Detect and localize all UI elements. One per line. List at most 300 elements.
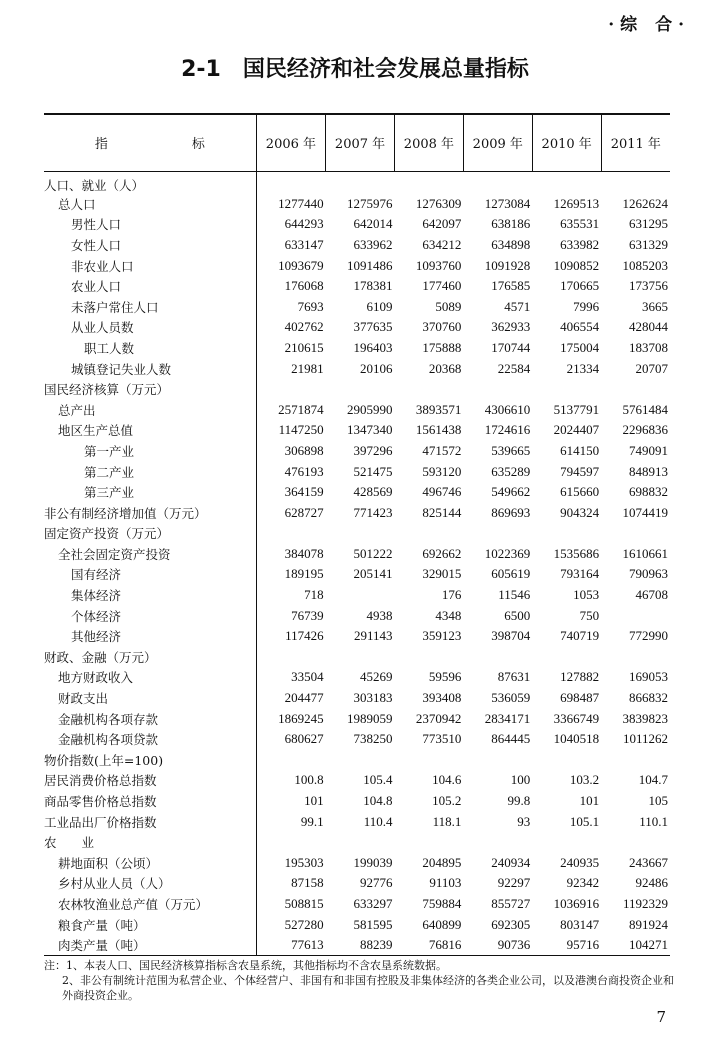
table-row [44,523,670,544]
cell-value [394,647,463,668]
row-label: 国有经济 [44,564,256,585]
cell-value: 5137791 [553,401,600,417]
cell-value: 476193 [284,463,324,479]
cell-value: 76816 [428,936,462,952]
cell-value: 21334 [566,360,600,376]
row-label: 总产出 [44,399,256,420]
table-row [44,605,670,626]
cell-value: 175004 [560,339,600,355]
table-row [44,235,670,256]
cell-value: 692305 [491,916,531,932]
row-label: 全社会固定资产投资 [44,544,256,565]
table-row [44,544,670,565]
cell-value: 631295 [629,216,668,232]
row-label: 财政支出 [44,688,256,709]
cell-value [532,750,601,771]
cell-value: 87631 [497,669,531,685]
row-label: 农 业 [44,832,256,853]
cell-value: 642097 [422,216,462,232]
table-row [44,853,670,874]
cell-value: 631329 [629,236,668,252]
cell-value: 2571874 [278,401,324,417]
cell-value [256,832,325,853]
cell-value: 635289 [491,463,531,479]
cell-value: 118.1 [432,813,462,829]
header-year: 2008 年 [394,114,463,171]
row-label: 地方财政收入 [44,667,256,688]
cell-value: 692662 [422,545,462,561]
cell-value: 794597 [560,463,600,479]
cell-value: 738250 [353,731,393,747]
cell-value: 359123 [422,628,462,644]
cell-value [532,379,601,400]
cell-value: 1011262 [622,731,668,747]
cell-value: 402762 [284,319,324,335]
cell-value [463,523,532,544]
table-row [44,502,670,523]
cell-value: 364159 [284,484,324,500]
cell-value [256,171,325,194]
cell-value [256,750,325,771]
row-label: 财政、金融（万元） [44,647,256,668]
cell-value: 803147 [560,916,600,932]
row-label: 男性人口 [44,214,256,235]
cell-value: 615660 [560,484,600,500]
header-year: 2009 年 [463,114,532,171]
cell-value: 2024407 [553,422,600,438]
table-row [44,894,670,915]
cell-value [463,750,532,771]
cell-value: 20106 [359,360,393,376]
cell-value: 169053 [629,669,668,685]
cell-value: 303183 [353,690,393,706]
cell-value [532,171,601,194]
cell-value: 104.6 [432,772,462,788]
cell-value: 1273084 [484,195,531,211]
cell-value: 581595 [353,916,393,932]
cell-value: 370760 [422,319,462,335]
cell-value: 759884 [422,895,462,911]
cell-value: 291143 [353,628,393,644]
cell-value: 377635 [353,319,393,335]
row-label: 非公有制经济增加值（万元） [44,502,256,523]
cell-value: 170744 [491,339,531,355]
row-label: 粮食产量（吨） [44,914,256,935]
table-row [44,379,670,400]
cell-value: 633297 [353,895,393,911]
table-row [44,482,670,503]
cell-value: 110.4 [363,813,393,829]
cell-value [326,379,395,400]
row-label: 国民经济核算（万元） [44,379,256,400]
cell-value: 633982 [560,236,600,252]
cell-value: 501222 [353,545,393,561]
cell-value: 3366749 [553,710,600,726]
cell-value: 1091486 [346,257,393,273]
cell-value: 771423 [353,504,393,520]
section-tag: ·综 合· [608,15,690,35]
row-label: 耕地面积（公顷） [44,853,256,874]
cell-value: 3665 [642,298,668,314]
table-row [44,171,670,194]
footnotes [44,958,684,1003]
table-row [44,750,670,771]
cell-value: 110.1 [639,813,668,829]
table-row [44,729,670,750]
cell-value: 91103 [429,875,462,891]
cell-value: 640899 [422,916,462,932]
cell-value: 4938 [366,607,393,623]
cell-value: 329015 [422,566,462,582]
cell-value: 100 [510,772,531,788]
cell-value: 173756 [629,278,668,294]
cell-value: 1275976 [346,195,393,211]
table-row [44,420,670,441]
table-row [44,791,670,812]
table-row [44,914,670,935]
cell-value: 1192329 [622,895,668,911]
cell-value [601,605,670,626]
cell-value: 1147250 [278,422,324,438]
cell-value: 718 [304,587,324,603]
cell-value: 6500 [504,607,531,623]
cell-value: 740719 [560,628,600,644]
cell-value: 306898 [284,442,324,458]
cell-value: 104.7 [638,772,668,788]
header-indicator: 指 标 [94,137,205,153]
row-label: 商品零售价格总指数 [44,791,256,812]
cell-value: 635531 [560,216,600,232]
cell-value: 243667 [629,854,668,870]
cell-value: 204895 [422,854,462,870]
cell-value: 4348 [435,607,462,623]
cell-value: 105.1 [569,813,600,829]
cell-value: 471572 [422,442,462,458]
cell-value: 750 [579,607,600,623]
cell-value: 1262624 [622,195,668,211]
cell-value: 1610661 [622,545,668,561]
row-label: 居民消费价格总指数 [44,770,256,791]
cell-value: 698487 [560,690,600,706]
cell-value [256,647,325,668]
cell-value: 393408 [422,690,462,706]
table-row [44,214,670,235]
table-row [44,585,670,606]
cell-value: 88239 [359,936,393,952]
cell-value: 1093679 [278,257,324,273]
cell-value: 1869245 [278,710,324,726]
table-row [44,564,670,585]
cell-value: 99.1 [300,813,324,829]
cell-value: 628727 [284,504,324,520]
cell-value: 77613 [291,936,324,952]
cell-value: 176 [441,587,462,603]
cell-value: 1093760 [415,257,462,273]
cell-value [601,647,670,668]
cell-value: 793164 [560,566,600,582]
table-row [44,296,670,317]
table-row [44,317,670,338]
cell-value: 633147 [284,236,324,252]
cell-value: 176585 [491,278,531,294]
row-label: 第三产业 [44,482,256,503]
cell-value: 634212 [422,236,462,252]
cell-value: 1091928 [484,257,531,273]
cell-value [601,750,670,771]
cell-value: 698832 [629,484,668,500]
cell-value: 95716 [566,936,600,952]
cell-value: 204477 [284,690,324,706]
table-row [44,338,670,359]
cell-value: 33504 [291,669,324,685]
cell-value: 1090852 [553,257,600,273]
header-year: 2011 年 [601,114,670,171]
cell-value [326,750,395,771]
cell-value [601,379,670,400]
cell-value: 176068 [284,278,324,294]
cell-value [256,379,325,400]
table-row [44,667,670,688]
table-row [44,626,670,647]
cell-value: 855727 [491,895,531,911]
cell-value: 1074419 [622,504,668,520]
row-label: 农业人口 [44,276,256,297]
page-title [0,52,710,83]
cell-value: 549662 [491,484,531,500]
cell-value: 92776 [359,875,393,891]
row-label: 城镇登记失业人数 [44,358,256,379]
table-row [44,647,670,668]
cell-value: 99.8 [507,793,531,809]
cell-value: 178381 [353,278,393,294]
cell-value: 1724616 [484,422,531,438]
row-label: 农林牧渔业总产值（万元） [44,894,256,915]
row-label: 从业人员数 [44,317,256,338]
cell-value: 90736 [497,936,531,952]
cell-value [532,832,601,853]
table-header-row [44,114,670,171]
cell-value: 864445 [491,731,531,747]
cell-value [326,647,395,668]
cell-value: 103.2 [569,772,600,788]
row-label: 固定资产投资（万元） [44,523,256,544]
cell-value: 384078 [284,545,324,561]
cell-value: 105.4 [363,772,393,788]
cell-value: 5761484 [622,401,668,417]
cell-value [601,523,670,544]
row-label: 第一产业 [44,441,256,462]
cell-value: 3893571 [415,401,462,417]
cell-value: 127882 [560,669,600,685]
cell-value: 189195 [284,566,324,582]
cell-value: 428569 [353,484,393,500]
cell-value [326,585,395,606]
cell-value: 240935 [560,854,600,870]
table-row [44,708,670,729]
table-row [44,832,670,853]
cell-value [463,832,532,853]
cell-value [463,171,532,194]
cell-value: 539665 [491,442,531,458]
cell-value: 20707 [635,360,668,376]
cell-value: 117426 [285,628,324,644]
cell-value: 195303 [284,854,324,870]
cell-value: 1053 [573,587,600,603]
cell-value: 5089 [435,298,462,314]
table-row [44,935,670,956]
cell-value: 2905990 [346,401,393,417]
cell-value: 105.2 [432,793,462,809]
cell-value: 1276309 [415,195,462,211]
cell-value [601,171,670,194]
cell-value: 46708 [635,587,668,603]
page-number: 7 [656,1008,666,1026]
cell-value [394,832,463,853]
cell-value: 2834171 [484,710,531,726]
cell-value: 642014 [353,216,393,232]
cell-value: 205141 [353,566,393,582]
row-label: 地区生产总值 [44,420,256,441]
cell-value: 605619 [491,566,531,582]
cell-value: 749091 [629,442,668,458]
row-label: 乡村从业人员（人） [44,873,256,894]
table-row [44,688,670,709]
cell-value [394,750,463,771]
cell-value: 904324 [560,504,600,520]
cell-value: 680627 [284,731,324,747]
table-row [44,358,670,379]
cell-value: 210615 [284,339,324,355]
cell-value: 1535686 [553,545,600,561]
cell-value [463,647,532,668]
cell-value: 4571 [504,298,531,314]
table-row [44,194,670,215]
cell-value: 2296836 [622,422,668,438]
cell-value: 634898 [491,236,531,252]
row-label: 个体经济 [44,605,256,626]
cell-value: 614150 [560,442,600,458]
cell-value: 593120 [422,463,462,479]
cell-value: 428044 [629,319,668,335]
cell-value: 1040518 [553,731,600,747]
cell-value: 527280 [284,916,324,932]
cell-value: 825144 [422,504,462,520]
cell-value: 362933 [491,319,531,335]
cell-value: 790963 [629,566,668,582]
cell-value: 891924 [629,916,668,932]
cell-value [532,523,601,544]
cell-value: 101 [579,793,600,809]
cell-value [326,832,395,853]
footnote: 注：1、本表人口、国民经济核算指标含农垦系统，其他指标均不含农垦系统数据。 [44,959,447,972]
cell-value: 2370942 [415,710,462,726]
cell-value: 104.8 [363,793,393,809]
cell-value [394,523,463,544]
cell-value: 240934 [491,854,531,870]
cell-value: 21981 [291,360,324,376]
cell-value: 87158 [291,875,324,891]
cell-value: 22584 [497,360,531,376]
cell-value: 59596 [428,669,462,685]
cell-value: 199039 [353,854,393,870]
cell-value: 496746 [422,484,462,500]
cell-value: 76739 [291,607,324,623]
table-row [44,770,670,791]
table-row [44,811,670,832]
row-label: 金融机构各项贷款 [44,729,256,750]
row-label: 物价指数(上年=100) [44,750,256,771]
cell-value: 92486 [635,875,668,891]
row-label: 人口、就业（人） [44,171,256,194]
cell-value: 7996 [573,298,600,314]
header-year: 2010 年 [532,114,601,171]
cell-value: 92342 [566,875,600,891]
cell-value: 11546 [498,587,531,603]
table-row [44,255,670,276]
cell-value: 1347340 [346,422,393,438]
cell-value [394,379,463,400]
cell-value: 45269 [359,669,393,685]
cell-value: 100.8 [294,772,324,788]
cell-value: 644293 [284,216,324,232]
cell-value: 101 [304,793,324,809]
cell-value [256,523,325,544]
cell-value: 772990 [629,628,668,644]
indicator-table [44,113,670,956]
cell-value: 4306610 [484,401,531,417]
row-label: 肉类产量（吨） [44,935,256,956]
cell-value: 1036916 [553,895,600,911]
row-label: 职工人数 [44,338,256,359]
cell-value: 175888 [422,339,462,355]
cell-value: 1269513 [553,195,600,211]
cell-value: 536059 [491,690,531,706]
table-row [44,276,670,297]
cell-value: 1085203 [622,257,668,273]
table-row [44,399,670,420]
cell-value: 1277440 [278,195,324,211]
cell-value: 638186 [491,216,531,232]
table-row [44,873,670,894]
cell-value: 1561438 [415,422,462,438]
row-label: 金融机构各项存款 [44,708,256,729]
header-year: 2006 年 [256,114,325,171]
cell-value [601,832,670,853]
cell-value: 397296 [353,442,393,458]
cell-value: 183708 [629,339,668,355]
table-row [44,461,670,482]
cell-value: 866832 [629,690,668,706]
cell-value: 521475 [353,463,393,479]
cell-value: 406554 [560,319,600,335]
table-title: 国民经济和社会发展总量指标 [242,57,529,82]
table-number: 2-1 [181,57,221,82]
cell-value: 508815 [284,895,324,911]
row-label: 工业品出厂价格指数 [44,811,256,832]
row-label: 集体经济 [44,585,256,606]
cell-value: 20368 [428,360,462,376]
cell-value: 869693 [491,504,531,520]
cell-value: 105 [648,793,668,809]
row-label: 第二产业 [44,461,256,482]
table-row [44,441,670,462]
cell-value: 93 [517,813,531,829]
cell-value: 196403 [353,339,393,355]
cell-value: 848913 [629,463,668,479]
cell-value [326,523,395,544]
cell-value: 633962 [353,236,393,252]
cell-value: 1989059 [346,710,393,726]
